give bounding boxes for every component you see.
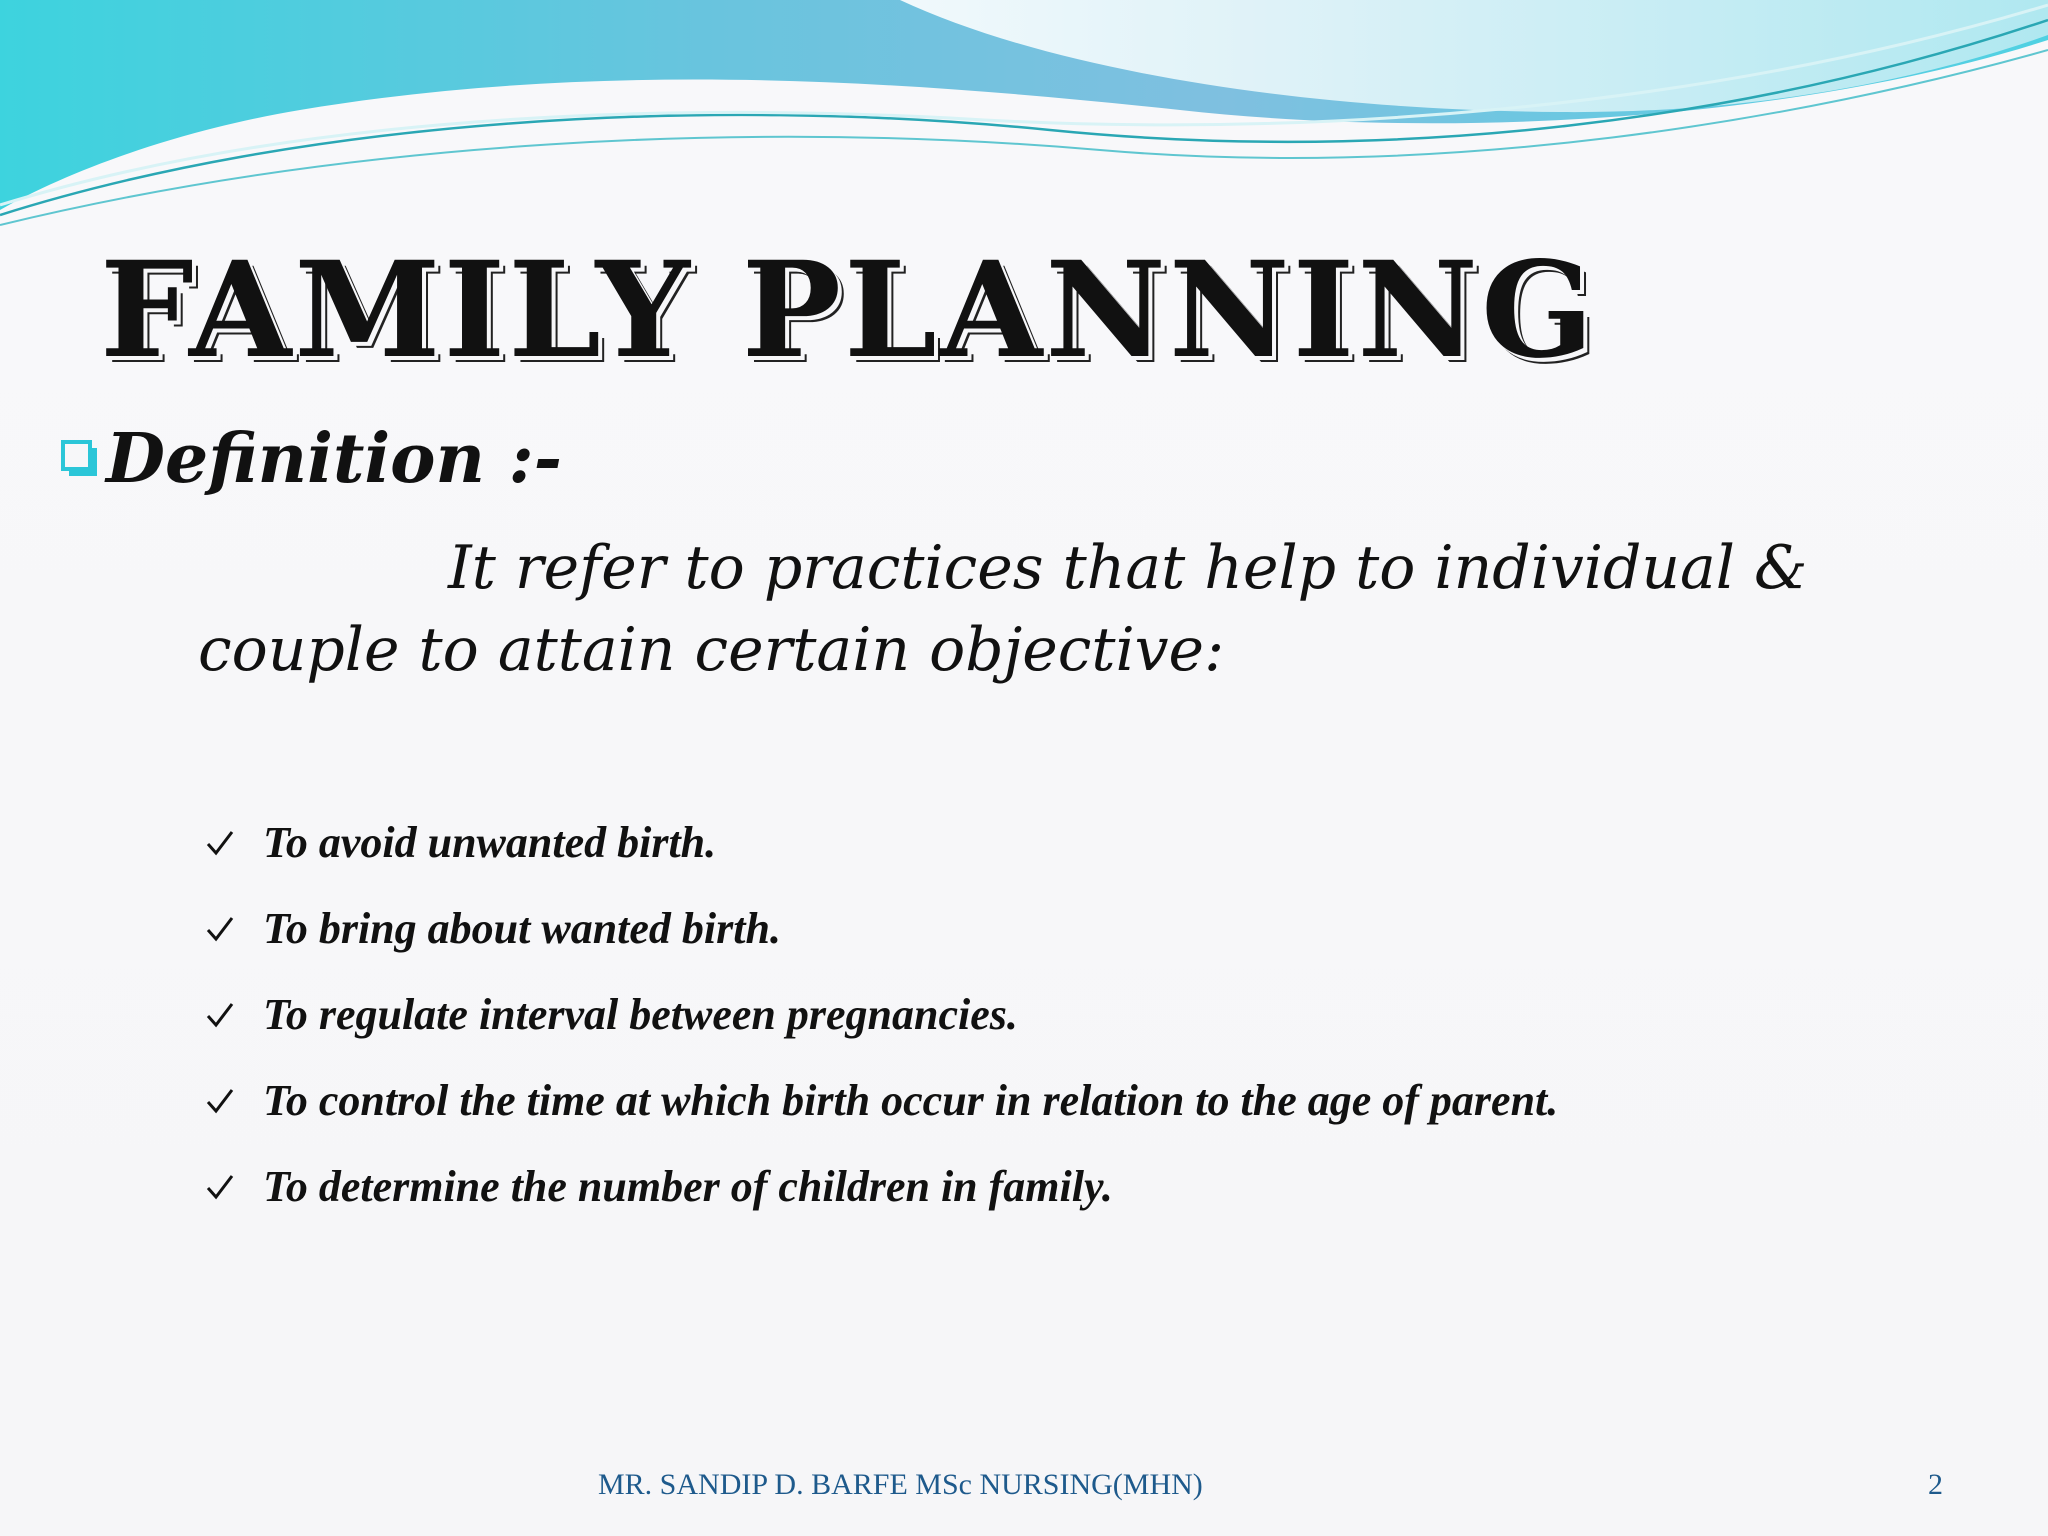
definition-label: Definition :- <box>106 419 562 499</box>
objective-text: To bring about wanted birth. <box>263 904 781 953</box>
slide-title: FAMILY PLANNING <box>100 233 1597 388</box>
header-wave-decoration <box>0 0 2048 240</box>
objective-text: To avoid unwanted birth. <box>263 818 717 867</box>
list-item <box>205 972 1558 1058</box>
objective-text: To regulate interval between pregnancies. <box>263 990 1018 1039</box>
square-bullet-icon <box>60 439 100 479</box>
objective-text: To determine the number of children in family. <box>263 1162 1113 1211</box>
list-item <box>205 1144 1558 1230</box>
definition-heading <box>60 419 562 499</box>
definition-text: It refer to practices that help to individual & couple to attain certain objective: <box>198 533 1808 685</box>
checkmark-icon <box>205 1086 235 1116</box>
list-item <box>205 886 1558 972</box>
list-item <box>205 800 1558 886</box>
footer-author: MR. SANDIP D. BARFE MSc NURSING(MHN) <box>598 1468 1203 1501</box>
checkmark-icon <box>205 914 235 944</box>
checkmark-icon <box>205 1000 235 1030</box>
checkmark-icon <box>205 828 235 858</box>
list-item <box>205 1058 1558 1144</box>
objectives-list <box>205 800 1558 1230</box>
objective-text: To control the time at which birth occur in relation to the age of parent. <box>263 1076 1559 1125</box>
checkmark-icon <box>205 1172 235 1202</box>
page-number: 2 <box>1928 1468 1943 1501</box>
